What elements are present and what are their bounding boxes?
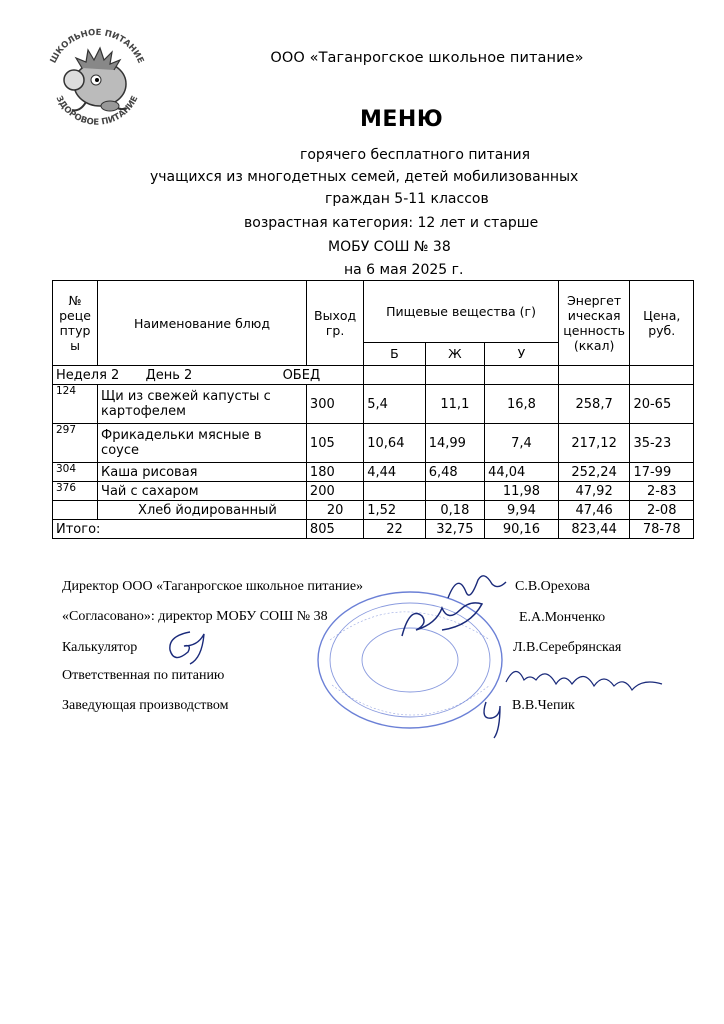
school-name: МОБУ СОШ № 38 <box>328 239 451 255</box>
col-energy-header: Энергет ическая ценность (ккал) <box>558 281 630 366</box>
organization-name: ООО «Таганрогское школьное питание» <box>270 50 584 66</box>
calculator-role: Калькулятор <box>62 640 138 655</box>
col-recipe-header: № реце птур ы <box>53 281 98 366</box>
age-category: возрастная категория: 12 лет и старше <box>244 215 539 231</box>
col-price-header: Цена, руб. <box>630 281 694 366</box>
director-role: Директор ООО «Таганрогское школьное питание» <box>62 579 364 594</box>
table-row: 376 Чай с сахаром 200 11,98 47,92 2-83 <box>53 482 694 501</box>
table-row: 304 Каша рисовая 180 4,44 6,48 44,04 252,24 17-99 <box>53 463 694 482</box>
table-row: 297 Фрикадельки мясные в соусе 105 10,64 14,99 7,4 217,12 35-23 <box>53 424 694 463</box>
agreed-name: Е.А.Монченко <box>519 610 606 625</box>
calculator-signature <box>160 626 220 666</box>
total-label: Итого: <box>53 520 307 539</box>
section-row <box>53 366 694 385</box>
col-name-header: Наименование блюд <box>98 281 307 366</box>
day-label: День 2 <box>145 367 193 383</box>
menu-date: на 6 мая 2025 г. <box>344 262 464 278</box>
table-row: Хлеб йодированный 20 1,52 0,18 9,94 47,46 2-08 <box>53 501 694 520</box>
responsible-role: Ответственная по питанию <box>62 668 225 683</box>
head-role: Заведующая производством <box>62 698 229 713</box>
col-u-header: У <box>485 342 559 365</box>
head-name: В.В.Чепик <box>512 698 575 713</box>
logo-top-text: ШКОЛЬНОЕ ПИТАНИЕ <box>48 27 146 66</box>
col-nutrients-header: Пищевые вещества (г) <box>364 281 559 343</box>
table-row: 124 Щи из свежей капусты с картофелем 300 5,4 11,1 16,8 258,7 20-65 <box>53 385 694 424</box>
responsible-signature <box>500 658 670 694</box>
col-zh-header: Ж <box>425 342 484 365</box>
director-name: С.В.Орехова <box>515 579 590 594</box>
subtitle-line-3: граждан 5-11 классов <box>325 191 489 207</box>
subtitle-line-2: учащихся из многодетных семей, детей мобилизованных <box>150 169 579 185</box>
logo-bottom-text: ЗДОРОВОЕ ПИТАНИЕ <box>53 94 141 128</box>
total-row: Итого: 805 22 32,75 90,16 823,44 78-78 <box>53 520 694 539</box>
col-b-header: Б <box>364 342 425 365</box>
col-yield-header: Выход гр. <box>306 281 363 366</box>
week-label: Неделя 2 <box>56 367 120 383</box>
company-logo <box>38 18 156 138</box>
meal-label: ОБЕД <box>282 367 321 383</box>
calculator-name: Л.В.Серебрянская <box>513 640 622 655</box>
agreed-signature <box>392 598 502 648</box>
page-title: МЕНЮ <box>360 107 444 132</box>
agreed-role: «Согласовано»: директор МОБУ СОШ № 38 <box>62 609 328 624</box>
head-signature <box>478 696 508 742</box>
menu-table <box>52 280 694 539</box>
subtitle-line-1: горячего бесплатного питания <box>300 147 531 163</box>
